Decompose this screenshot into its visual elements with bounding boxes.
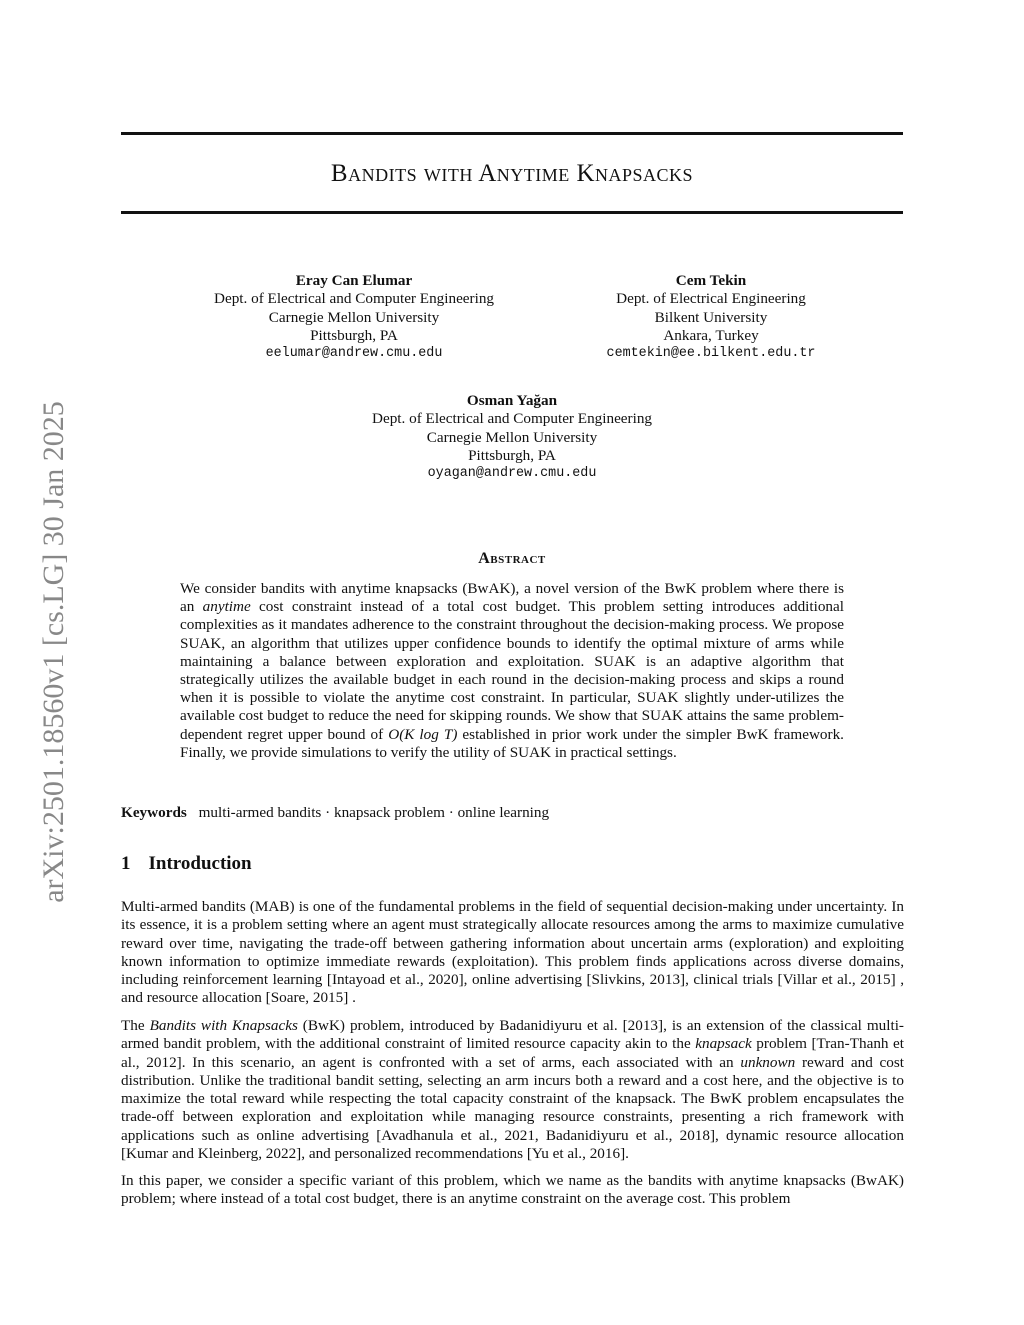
title-rule-top (121, 132, 903, 135)
arxiv-identifier: arXiv:2501.18560v1 [cs.LG] 30 Jan 2025 (37, 401, 70, 903)
author-university: Carnegie Mellon University (268, 308, 440, 326)
abstract-heading: Abstract (478, 550, 546, 567)
author-email[interactable]: eelumar@andrew.cmu.edu (265, 346, 443, 362)
keywords-label: Keywords (121, 804, 187, 821)
para-text: reward and cost distribution. Unlike the traditional bandit setting, selecting an arm incurs both a reward and a cost here, and the objective is to maximize the total reward while respecting the total capacity constraint of the knapsack. The BwK problem encapsulates the trade-off between exploration and exploitation while managing resource constraints, presenting a rich framework with applications such as online advertising [Avadhanula et al., 2021, Badanidiyuru et al., 2018], dynamic resource allocation [Kumar and Kleinberg, 2022], and personalized recommendations [Yu et al., 2016]. (121, 1053, 904, 1163)
para-text: The (121, 1017, 150, 1034)
author-name: Osman Yağan (466, 392, 558, 409)
abstract-math: O(K log T) (388, 725, 458, 743)
para-text: (BwK) problem, introduced by Badanidiyuru et al. [2013], is an extension of the classical multi-armed bandit problem, with the additional constraint of limited resource capacity akin to the (121, 1017, 904, 1053)
author-university: Carnegie Mellon University (426, 428, 598, 446)
author-dept: Dept. of Electrical and Computer Engineering (213, 290, 495, 308)
author-location: Pittsburgh, PA (468, 446, 556, 464)
author-name: Cem Tekin (675, 272, 747, 289)
title-rule-bottom (121, 211, 903, 214)
author-name: Eray Can Elumar (295, 272, 413, 289)
author-block (580, 272, 842, 363)
author-location: Ankara, Turkey (663, 326, 759, 344)
abstract-body (180, 580, 844, 762)
author-dept: Dept. of Electrical Engineering (616, 290, 806, 308)
keywords-text: multi-armed bandits · knapsack problem · online learning (198, 804, 550, 821)
abstract-text: We consider bandits with anytime knapsacks (BwAK), a novel version of the BwK problem where there is an (180, 580, 844, 616)
abstract-text: established in prior work under the simpler BwK framework. Finally, we provide simulations to verify the utility of SUAK in practical settings. (180, 725, 844, 761)
section-number: 1 (121, 853, 131, 874)
section-title: Introduction (148, 853, 252, 874)
para-emphasis: unknown (740, 1053, 796, 1071)
author-email[interactable]: cemtekin@ee.bilkent.edu.tr (606, 346, 816, 362)
author-university: Bilkent University (654, 308, 768, 326)
body-paragraph (121, 1017, 904, 1163)
author-block (183, 272, 525, 363)
author-dept: Dept. of Electrical and Computer Engineering (371, 410, 653, 428)
author-location: Pittsburgh, PA (310, 326, 398, 344)
paper-title: Bandits with Anytime Knapsacks (330, 160, 694, 187)
section-heading (121, 853, 252, 875)
para-emphasis: knapsack (695, 1035, 752, 1053)
body-paragraph: Multi-armed bandits (MAB) is one of the fundamental problems in the field of sequential decision-making under uncertainty. In its essence, it is a problem setting where an agent must strategically allocate resources among the arms to maximize cumulative reward over time, navigating the trade-off between gathering information about uncertain arms (exploration) and exploiting known information to optimize immediate rewards (exploitation). This problem finds applications across diverse domains, including reinforcement learning [Intayoad et al., 2020], online advertising [Slivkins, 2013], clinical trials [Villar et al., 2015] , and resource allocation [Soare, 2015] . (121, 898, 904, 1007)
body-paragraph: In this paper, we consider a specific variant of this problem, which we name as the bandits with anytime knapsacks (BwAK) problem; where instead of a total cost budget, there is an anytime constraint on the average cost. This problem (121, 1172, 904, 1208)
para-text: problem [Tran-Thanh et al., 2012]. In this scenario, an agent is confronted with a set of arms, each associated with an (121, 1035, 905, 1071)
para-emphasis: Bandits with Knapsacks (149, 1017, 298, 1034)
author-block (342, 392, 682, 483)
abstract-text: cost constraint instead of a total cost budget. This problem setting introduces additional complexities as it mandates adherence to the constraint throughout the decision-making process. We propose SUAK, an algorithm that utilizes upper confidence bounds to identify the optimal mixture of arms while maintaining a balance between exploration and exploitation. SUAK is an adaptive algorithm that strategically utilizes the available budget in each round in the decision-making process and skips a round when it is possible to violate the anytime cost constraint. In particular, SUAK slightly under-utilizes the available cost budget to reduce the need for skipping rounds. We show that SUAK attains the same problem-dependent regret upper bound of (180, 598, 844, 743)
author-email[interactable]: oyagan@andrew.cmu.edu (427, 466, 597, 482)
abstract-emphasis: anytime (202, 598, 251, 616)
keywords-line (121, 804, 903, 822)
